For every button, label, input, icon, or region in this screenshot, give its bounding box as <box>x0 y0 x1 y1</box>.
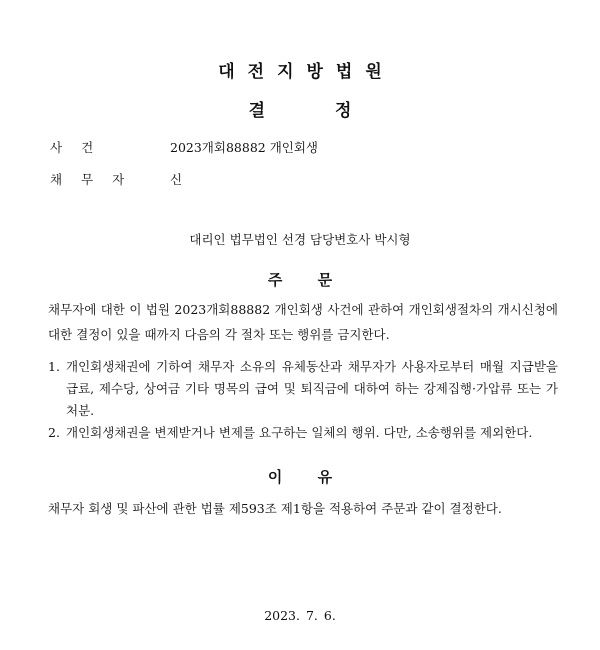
main-order-paragraph: 채무자에 대한 이 법원 2023개회88882 개인회생 사건에 관하여 개인회생절차의 개시신청에 대한 결정이 있을 때까지 다음의 각 절차 또는 행위를 금지한다. <box>48 302 558 342</box>
list-item-text: 개인회생채권을 변제받거나 변제를 요구하는 일체의 행위. 다만, 소송행위를 제외한다. <box>66 425 533 440</box>
reason-paragraph: 채무자 회생 및 파산에 관한 법률 제593조 제1항을 적용하여 주문과 같이 결정한다. <box>48 501 502 516</box>
prohibited-acts-list <box>48 356 558 444</box>
main-order-heading: 주 문 <box>267 271 333 289</box>
debtor-name: 신 <box>170 172 183 187</box>
legal-representative: 대리인 법무법인 선경 담당변호사 박시형 <box>189 232 411 247</box>
list-item-number: 2. <box>48 425 60 440</box>
list-item <box>48 422 558 444</box>
debtor-label: 채무자 <box>50 172 144 187</box>
reason-heading: 이 유 <box>267 468 333 486</box>
decision-date: 2023. 7. 6. <box>264 608 336 623</box>
document-type: 결 정 <box>248 101 352 121</box>
list-item-number: 1. <box>48 359 60 374</box>
case-label: 사건 <box>50 140 113 155</box>
list-item-text: 개인회생채권에 기하여 채무자 소유의 유체동산과 채무자가 사용자로부터 매월 지급받을 급료, 제수당, 상여금 기타 명목의 급여 및 퇴직금에 대하여 하는 강제집행·가압류 또는 가처분. <box>66 359 558 418</box>
list-item <box>48 356 558 422</box>
court-name: 대전지방법원 <box>218 62 395 82</box>
case-number: 2023개회88882 개인회생 <box>170 140 318 155</box>
